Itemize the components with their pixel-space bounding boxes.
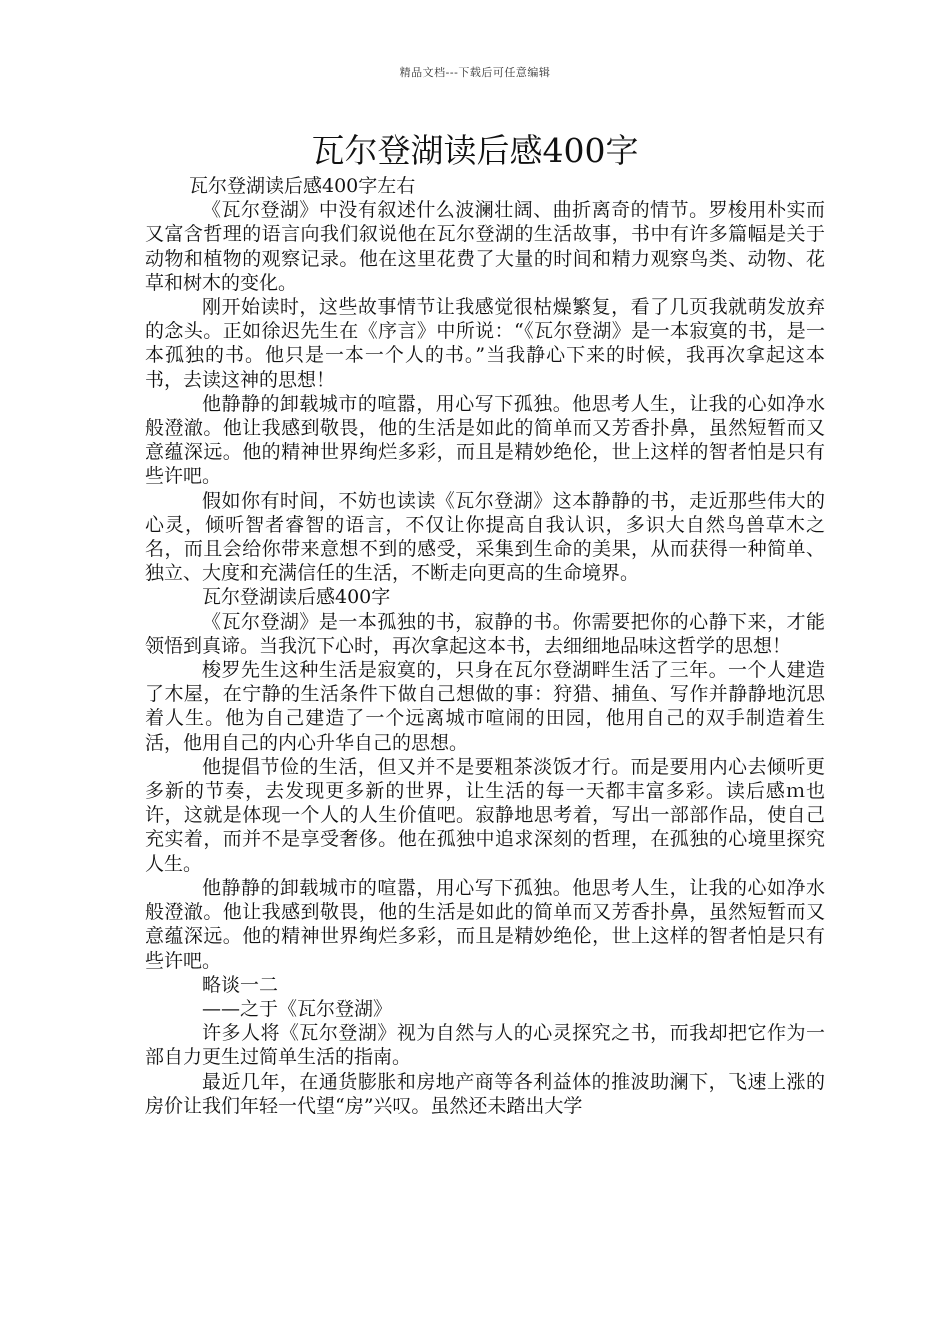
- body-paragraph: 许多人将《瓦尔登湖》视为自然与人的心灵探究之书，而我却把它作为一部自力更生过简单生活的指南。: [145, 1022, 825, 1069]
- body-paragraph: 他提倡节俭的生活，但又并不是要粗茶淡饭才行。而是要用内心去倾听更多新的节奏，去发现更多新的世界，让生活的每一天都丰富多彩。读后感ｍ也许，这就是体现一个人的人生价值吧。寂静地思考着，写出一部部作品，使自己充实着，而并不是享受奢侈。他在孤独中追求深刻的哲理，在孤独的心境里探究人生。: [145, 755, 825, 875]
- body-paragraph: 《瓦尔登湖》中没有叙述什么波澜壮阔、曲折离奇的情节。罗梭用朴实而又富含哲理的语言向我们叙说他在瓦尔登湖的生活故事，书中有许多篇幅是关于动物和植物的观察记录。他在这里花费了大量的时间和精力观察鸟类、动物、花草和树木的变化。: [145, 199, 825, 294]
- body-paragraph: 梭罗先生这种生活是寂寞的，只身在瓦尔登湖畔生活了三年。一个人建造了木屋，在宁静的生活条件下做自己想做的事：狩猎、捕鱼、写作并静静地沉思着人生。他为自己建造了一个远离城市喧闹的田园，他用自己的双手制造着生活，他用自己的内心升华自己的思想。: [145, 659, 825, 754]
- page-title: 瓦尔登湖读后感400字: [311, 131, 639, 170]
- section-subheading: ——之于《瓦尔登湖》: [202, 997, 393, 1020]
- body-paragraph: 他静静的卸载城市的喧嚣，用心写下孤独。他思考人生，让我的心如净水般澄澈。他让我感到敬畏，他的生活是如此的简单而又芳香扑鼻，虽然短暂而又意蕴深远。他的精神世界绚烂多彩，而且是精妙绝伦，世上这样的智者怕是只有些许吧。: [145, 392, 825, 488]
- body-paragraph: 刚开始读时，这些故事情节让我感觉很枯燥繁复，看了几页我就萌发放弃的念头。正如徐迟先生在《序言》中所说：“《瓦尔登湖》是一本寂寞的书，是一本孤独的书。他只是一本一个人的书。”当我静心下来的时候，我再次拿起这本书，去读这神的思想！: [145, 296, 825, 391]
- section-heading: 瓦尔登湖读后感400字: [202, 586, 391, 609]
- body-paragraph: 假如你有时间，不妨也读读《瓦尔登湖》这本静静的书，走近那些伟大的心灵，倾听智者睿智的语言，不仅让你提高自我认识，多识大自然鸟兽草木之名，而且会给你带来意想不到的感受，采集到生命的美果，从而获得一种简单、独立、大度和充满信任的生活，不断走向更高的生命境界。: [145, 489, 825, 585]
- body-paragraph: 他静静的卸载城市的喧嚣，用心写下孤独。他思考人生，让我的心如净水般澄澈。他让我感到敬畏，他的生活是如此的简单而又芳香扑鼻，虽然短暂而又意蕴深远。他的精神世界绚烂多彩，而且是精妙绝伦，世上这样的智者怕是只有些许吧。: [145, 876, 825, 972]
- header-note: 精品文档---下载后可任意编辑: [399, 66, 551, 79]
- body-paragraph: 《瓦尔登湖》是一本孤独的书，寂静的书。你需要把你的心静下来，才能领悟到真谛。当我沉下心时，再次拿起这本书，去细细地品味这哲学的思想！: [145, 610, 825, 657]
- section-heading: 略谈一二: [202, 973, 279, 996]
- body-paragraph: 最近几年，在通货膨胀和房地产商等各利益体的推波助澜下，飞速上涨的房价让我们年轻一代望“房”兴叹。虽然还未踏出大学: [145, 1070, 825, 1117]
- subtitle-paragraph: 瓦尔登湖读后感400字左右: [189, 175, 416, 197]
- article-body: [145, 174, 825, 1118]
